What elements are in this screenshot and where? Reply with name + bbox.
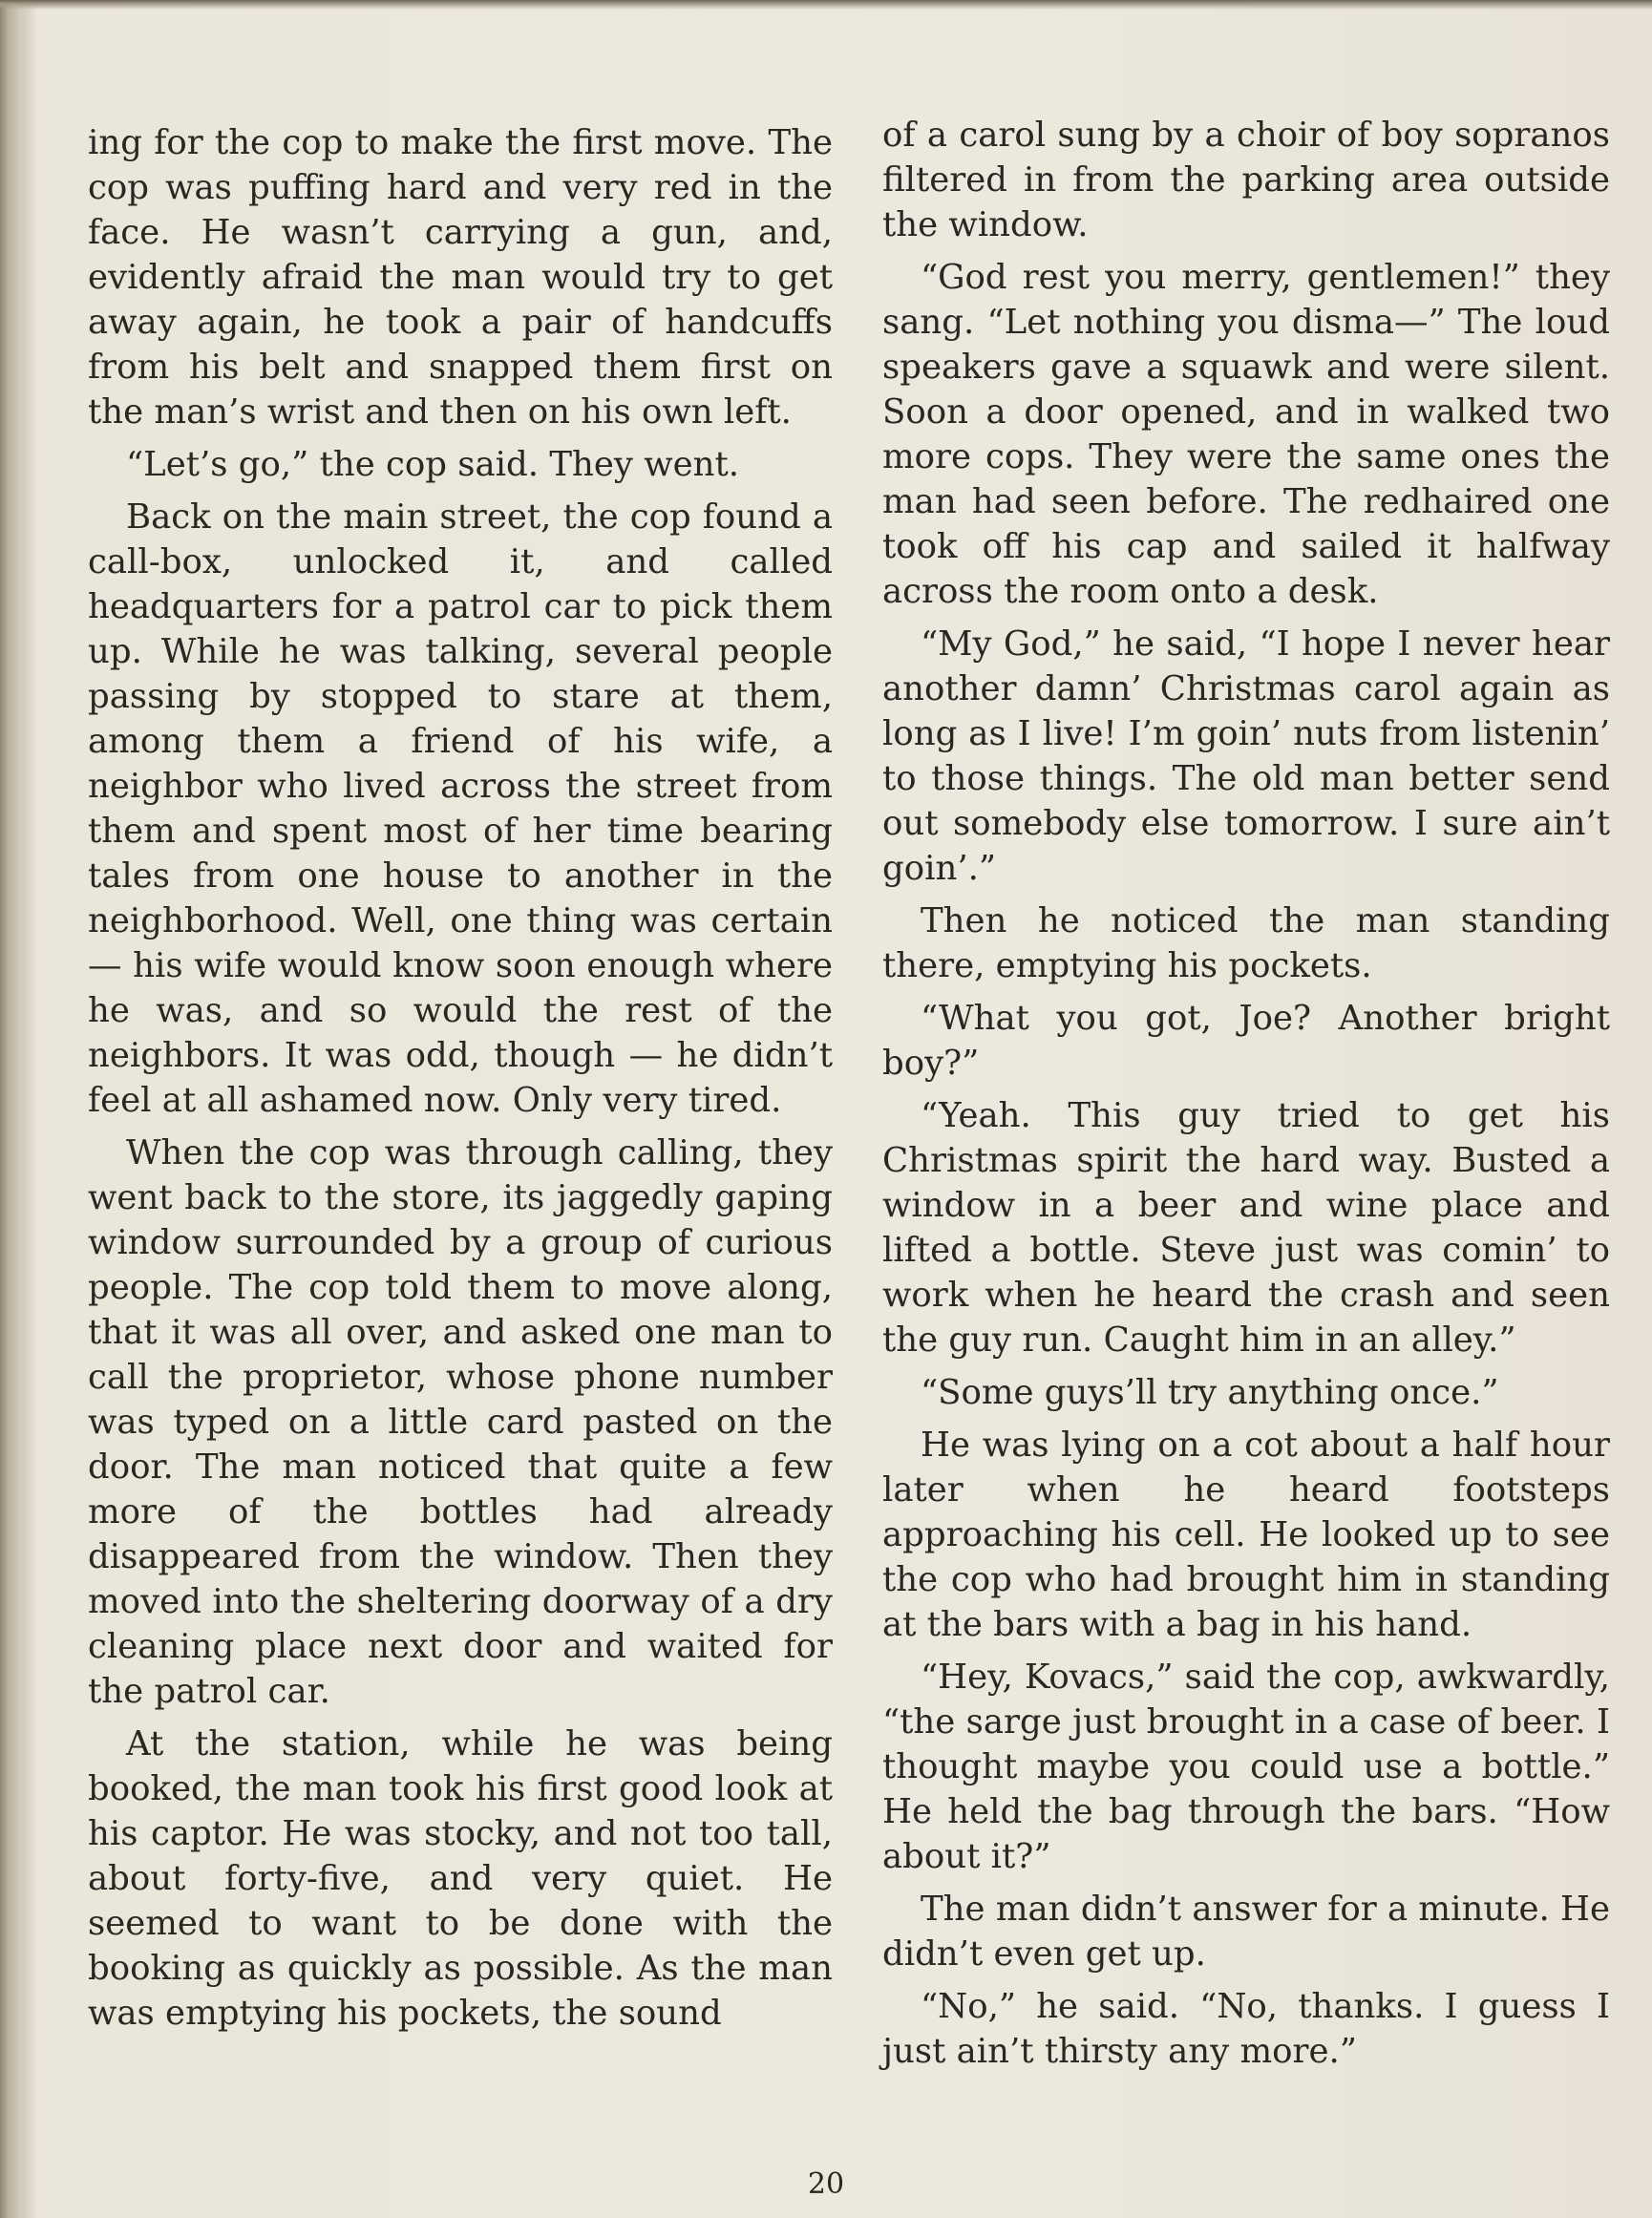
paragraph: “Yeah. This guy tried to get his Christmas spirit the hard way. Busted a window in a beer and wine place and lifted a bottle. Steve just was comin’ to work when he heard the crash and seen the guy run. Caught him in an alley.” [882,1096,1610,1360]
paragraph: “Some guys’ll try anything once.” [921,1373,1499,1412]
paragraph: Back on the main street, the cop found a call-box, unlocked it, and called headquarters for a patrol car to pick them up. While he was talking, several people passing by stopped to stare at them, among them a friend of his wife, a neighbor who lived across the street from them and spent most of her time bearing tales from one house to another in the neighborhood. Well, one thing was certain — his wife would know soon enough where he was, and so would the rest of the neighbors. It was odd, though — he didn’t feel at all ashamed now. Only very tired. [88,497,833,1120]
right-text-column [882,113,1610,2074]
paragraph: When the cop was through calling, they went back to the store, its jaggedly gaping window surrounded by a group of curious people. The cop told them to move along, that it was all over, and asked one man to call the proprietor, whose phone number was typed on a little card pasted on the door. The man noticed that quite a few more of the bottles had already disappeared from the window. Then they moved into the sheltering doorway of a dry cleaning place next door and waited for the patrol car. [88,1133,833,1711]
paragraph: of a carol sung by a choir of boy sopranos filtered in from the parking area outside the window. [882,116,1610,244]
paragraph: “No,” he said. “No, thanks. I guess I just ain’t thirsty any more.” [882,1987,1610,2071]
paragraph: Then he noticed the man standing there, emptying his pockets. [882,901,1610,985]
paragraph: “What you got, Joe? Another bright boy?” [882,999,1610,1083]
paragraph: The man didn’t answer for a minute. He didn’t even get up. [882,1890,1610,1974]
paragraph: He was lying on a cot about a half hour later when he heard footsteps approaching his cell. He looked up to see the cop who had brought him in standing at the bars with a bag in his hand. [882,1426,1610,1644]
page-number: 20 [807,2167,845,2201]
paragraph: At the station, while he was being booked, the man took his first good look at his captor. He was stocky, and not too tall, about forty-five, and very quiet. He seemed to want to be done with the booking as quickly as possible. As the man was emptying his pockets, the sound [88,1724,833,2033]
paragraph: “My God,” he said, “I hope I never hear another damn’ Christmas carol again as long as I live! I’m goin’ nuts from listenin’ to those things. The old man better send out somebody else tomorrow. I sure ain’t goin’.” [882,624,1610,888]
paragraph: “Let’s go,” the cop said. They went. [126,445,740,484]
left-text-column [88,120,833,2036]
page-binding-shadow [0,0,38,2218]
paragraph: “Hey, Kovacs,” said the cop, awkwardly, “the sarge just brought in a case of beer. I thought maybe you could use a bottle.” He held the bag through the bars. “How about it?” [882,1658,1610,1876]
paragraph: “God rest you merry, gentlemen!” they sang. “Let nothing you disma—” The loud speakers gave a squawk and were silent. Soon a door opened, and in walked two more cops. They were the same ones the man had seen before. The redhaired one took off his cap and sailed it halfway across the room onto a desk. [882,258,1610,611]
page-top-edge [0,0,1652,10]
paragraph: ing for the cop to make the first move. The cop was puffing hard and very red in the face. He wasn’t carrying a gun, and, evidently afraid the man would try to get away again, he took a pair of handcuffs from his belt and snapped them first on the man’s wrist and then on his own left. [88,123,833,432]
